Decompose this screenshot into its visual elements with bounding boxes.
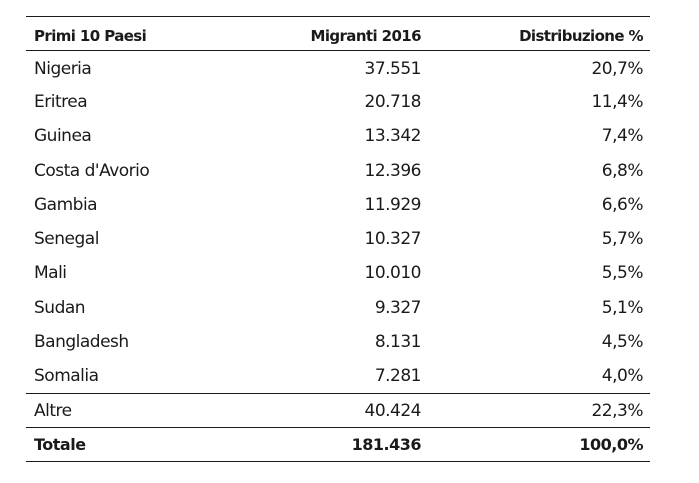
distribution-cell: 4,5% bbox=[601, 332, 643, 353]
migrants-table-container bbox=[26, 16, 650, 462]
migrants-cell: 20.718 bbox=[364, 91, 421, 112]
table-row bbox=[26, 359, 650, 393]
country-cell: Mali bbox=[34, 263, 67, 284]
migrants-cell: 9.327 bbox=[374, 297, 421, 318]
distribution-cell: 6,6% bbox=[601, 194, 643, 215]
migrants-cell: 10.327 bbox=[364, 229, 421, 250]
header-country: Primi 10 Paesi bbox=[26, 17, 256, 51]
country-cell: Nigeria bbox=[34, 58, 92, 79]
country-cell: Gambia bbox=[34, 194, 98, 215]
migrants-cell: 7.281 bbox=[374, 366, 421, 387]
distribution-cell: 5,1% bbox=[601, 297, 643, 318]
table-row bbox=[26, 51, 650, 85]
header-migrants: Migranti 2016 bbox=[256, 17, 428, 51]
distribution-cell: 5,5% bbox=[601, 263, 643, 284]
total-migrants-cell: 181.436 bbox=[256, 428, 428, 462]
table-row bbox=[26, 291, 650, 325]
migrants-cell: 8.131 bbox=[374, 332, 421, 353]
table-header bbox=[26, 17, 650, 51]
country-cell: Somalia bbox=[34, 366, 99, 387]
distribution-cell: 4,0% bbox=[601, 366, 643, 387]
total-label-cell: Totale bbox=[26, 428, 256, 462]
table-row bbox=[26, 222, 650, 256]
country-cell: Costa d'Avorio bbox=[34, 160, 150, 181]
country-cell: Senegal bbox=[34, 229, 99, 250]
table-row bbox=[26, 256, 650, 290]
migrants-cell: 12.396 bbox=[364, 160, 421, 181]
migrants-cell: 37.551 bbox=[364, 58, 421, 79]
country-cell: Bangladesh bbox=[34, 332, 129, 353]
table-row bbox=[26, 119, 650, 153]
table-row bbox=[26, 325, 650, 359]
header-row bbox=[26, 17, 650, 51]
table-footer bbox=[26, 428, 650, 462]
distribution-cell: 6,8% bbox=[601, 160, 643, 181]
migrants-cell: 13.342 bbox=[364, 126, 421, 147]
other-country-cell: Altre bbox=[26, 393, 256, 427]
header-distribution: Distribuzione % bbox=[428, 17, 650, 51]
migrants-cell: 10.010 bbox=[364, 263, 421, 284]
total-row bbox=[26, 428, 650, 462]
distribution-cell: 11,4% bbox=[591, 91, 643, 112]
other-distribution-cell: 22,3% bbox=[428, 393, 650, 427]
country-cell: Eritrea bbox=[34, 91, 88, 112]
other-row bbox=[26, 393, 650, 427]
table-row bbox=[26, 188, 650, 222]
table-body bbox=[26, 51, 650, 428]
country-cell: Guinea bbox=[34, 126, 92, 147]
migrants-cell: 11.929 bbox=[364, 194, 421, 215]
total-distribution-cell: 100,0% bbox=[428, 428, 650, 462]
table-row bbox=[26, 85, 650, 119]
migrants-table bbox=[26, 16, 650, 462]
table-row bbox=[26, 153, 650, 187]
distribution-cell: 5,7% bbox=[601, 229, 643, 250]
distribution-cell: 7,4% bbox=[601, 126, 643, 147]
distribution-cell: 20,7% bbox=[591, 58, 643, 79]
other-migrants-cell: 40.424 bbox=[256, 393, 428, 427]
country-cell: Sudan bbox=[34, 297, 86, 318]
